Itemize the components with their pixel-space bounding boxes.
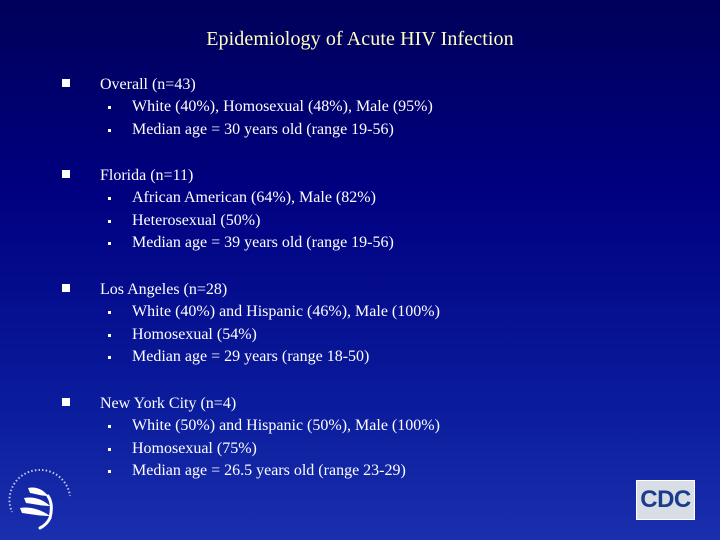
list-item-text: Median age = 29 years (range 18-50) bbox=[132, 348, 370, 365]
section-heading: Florida (n=11) bbox=[100, 167, 194, 184]
hhs-eagle-seal-icon bbox=[6, 466, 74, 534]
dot-bullet-icon bbox=[108, 425, 111, 428]
cdc-logo bbox=[636, 480, 695, 520]
slide-title: Epidemiology of Acute HIV Infection bbox=[206, 28, 514, 50]
list-item-text: White (40%), Homosexual (48%), Male (95%) bbox=[132, 98, 433, 115]
list-item-text: Median age = 26.5 years old (range 23-29) bbox=[132, 462, 406, 479]
dot-bullet-icon bbox=[108, 197, 111, 200]
square-bullet-icon bbox=[62, 398, 70, 406]
list-item-text: White (50%) and Hispanic (50%), Male (100%) bbox=[132, 417, 440, 434]
section-heading: Los Angeles (n=28) bbox=[100, 281, 228, 298]
section-heading: New York City (n=4) bbox=[100, 395, 237, 412]
list-item-text: Median age = 30 years old (range 19-56) bbox=[132, 120, 394, 138]
dot-bullet-icon bbox=[108, 334, 111, 337]
cdc-logo-text: CDC bbox=[640, 486, 691, 513]
square-bullet-icon bbox=[62, 284, 70, 292]
dot-bullet-icon bbox=[108, 470, 111, 473]
list-item-text: White (40%) and Hispanic (46%), Male (100%) bbox=[132, 303, 440, 320]
list-item-text: Heterosexual (50%) bbox=[132, 211, 261, 229]
square-bullet-icon bbox=[62, 170, 70, 178]
dot-bullet-icon bbox=[108, 129, 111, 132]
dot-bullet-icon bbox=[108, 448, 111, 451]
list-item-text: Homosexual (54%) bbox=[132, 325, 257, 343]
dot-bullet-icon bbox=[108, 220, 111, 223]
dot-bullet-icon bbox=[108, 311, 111, 314]
dot-bullet-icon bbox=[108, 242, 111, 245]
section-heading: Overall (n=43) bbox=[100, 76, 196, 93]
dot-bullet-icon bbox=[108, 106, 111, 109]
list-item-text: Median age = 39 years old (range 19-56) bbox=[132, 234, 394, 251]
square-bullet-icon bbox=[62, 79, 70, 87]
dot-bullet-icon bbox=[108, 356, 111, 359]
list-item-text: Homosexual (75%) bbox=[132, 439, 257, 457]
list-item-text: African American (64%), Male (82%) bbox=[132, 189, 376, 206]
